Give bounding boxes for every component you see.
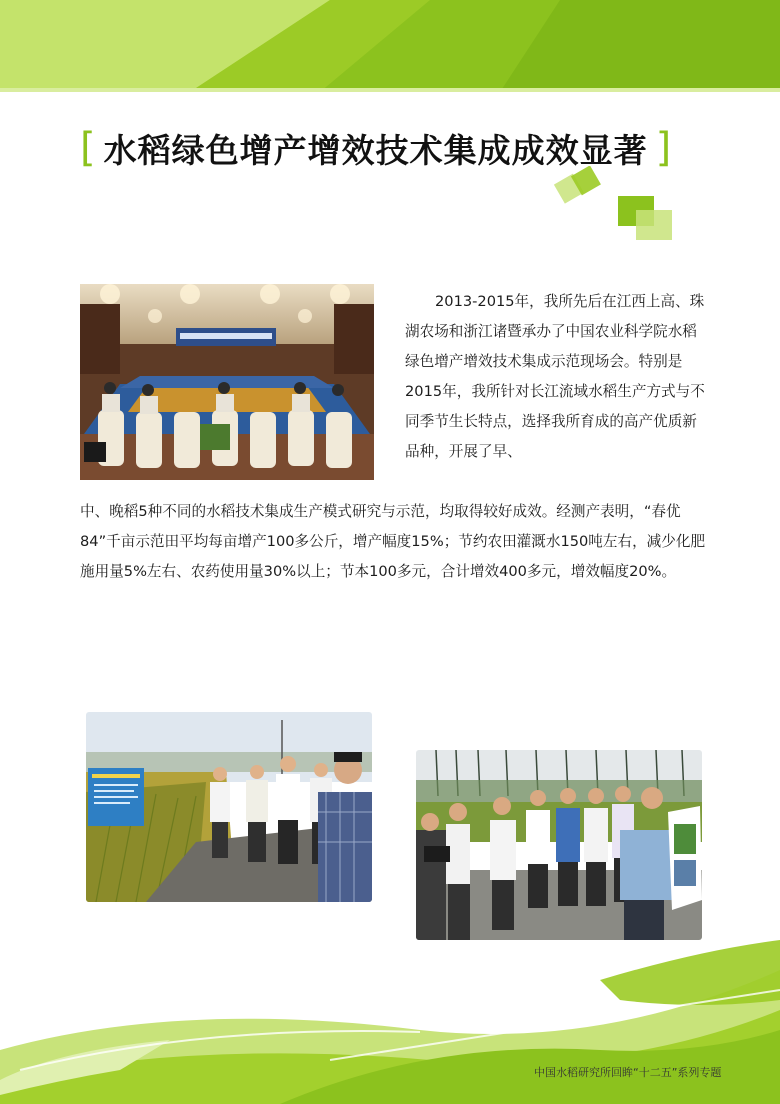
field-visit-photo-left <box>86 712 372 902</box>
title-bracket-left: [ <box>80 125 96 171</box>
article-paragraph-top: 2013-2015年，我所先后在江西上高、珠湖农场和浙江诸暨承办了中国农业科学院水稻绿色增产增效技术集成示范现场会。特别是2015年，我所针对长江流域水稻生产方式与不同季节生长特点，选择我所育成的高产优质新品种，开展了早、 <box>405 293 705 460</box>
field-visit-photo-right <box>416 750 702 940</box>
footer-series-label: 中国水稻研究所回眸“十二五”系列专题 <box>534 1066 722 1079</box>
meeting-photo <box>80 284 374 480</box>
top-banner <box>0 0 780 92</box>
page-title: 水稻绿色增产增效技术集成成效显著 <box>103 130 648 170</box>
article-paragraph-bottom: 中、晚稻5种不同的水稻技术集成生产模式研究与示范，均取得较好成效。经测产表明，“春优84”千亩示范田平均每亩增产100多公斤，增产幅度15%；节约农田灌溉水150吨左右，减少化肥施用量5%左右、农药使用量30%以上；节本100多元，合计增效400多元，增效幅度20%。 <box>80 503 706 580</box>
title-bracket-right: ] <box>655 125 672 171</box>
decorative-squares <box>552 166 682 246</box>
